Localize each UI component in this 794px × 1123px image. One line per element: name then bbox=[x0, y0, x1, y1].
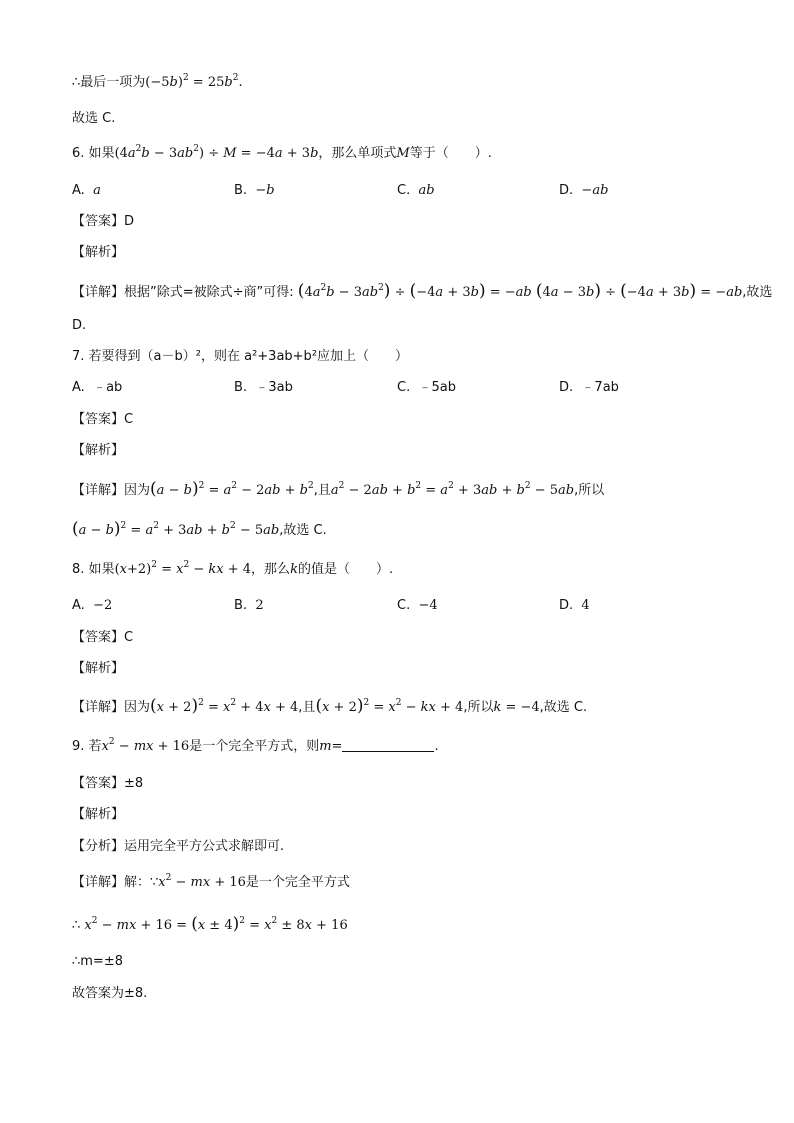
q9-stem: 9. 若$x^2$ − mx + 16是一个完全平方式，则m= . bbox=[72, 737, 439, 754]
q7-answer-value: C bbox=[124, 412, 134, 427]
q9-fenxi: 【分析】运用完全平方公式求解即可. bbox=[72, 839, 285, 854]
q7-answer: 【答案】C bbox=[72, 412, 134, 427]
q6-detail: 【详解】根据”除式=被除式÷商”可得: $(4a^2b - 3ab^2) \div (-4a + 3b) = -ab$ (4a − 3b) ÷ (−4a + 3b) = −ab,故选 bbox=[72, 281, 773, 301]
q6-option-d: D. −ab bbox=[559, 183, 609, 198]
q6-option-b: B. −b bbox=[234, 183, 275, 198]
q9-therefore: ∴ bbox=[72, 918, 81, 933]
q7-option-d: D. ﹣7ab bbox=[559, 380, 619, 395]
q8-detail-mid2: ,所以 bbox=[463, 700, 494, 715]
q8-stem-suffix: 的值是（ ）. bbox=[297, 562, 394, 577]
q7-number: 7. bbox=[72, 349, 85, 364]
q9-detail-suffix: 是一个完全平方式 bbox=[245, 875, 350, 890]
q9-answer: 【答案】±8 bbox=[72, 776, 144, 791]
q9-detail-prefix: 解：∵ bbox=[124, 875, 159, 890]
q6-option-a: A. a bbox=[72, 183, 101, 198]
q8-detail: 【详解】因为$(x + 2)^2 = x^2 + 4x + 4$,且$(x + 2)^2 = x^2$ − kx + 4,所以k = −4,故选 C. bbox=[72, 696, 588, 716]
q8-detail-prefix: 因为 bbox=[124, 700, 151, 715]
q9-conclusion: 故答案为±8. bbox=[72, 986, 148, 1001]
intro-line-1: ∴最后一项为$(-5b)^2 = 25b^2$. bbox=[72, 73, 243, 90]
q7-detail-mid1: ,且 bbox=[313, 483, 331, 498]
q9-number: 9. bbox=[72, 739, 85, 754]
q6-detail-suffix: ,故选 bbox=[742, 285, 773, 300]
q8-detail-mid1: ,且 bbox=[298, 700, 316, 715]
q8-stem: 8. 如果$(x+2)^2 = x^2$ − kx + 4，那么k的值是（ ）. bbox=[72, 560, 394, 577]
q9-stem-mid: 是一个完全平方式，则 bbox=[189, 739, 320, 754]
q7-detail-line-1: 【详解】因为$(a - b)^2 = a^2 - 2ab + b^2$,且$a^2 - 2ab + b^2 = a^2 + 3ab + b^2 - 5ab$,所以 bbox=[72, 479, 605, 499]
q7-detail-prefix: 因为 bbox=[124, 483, 151, 498]
q6-stem-mid: ，那么单项式 bbox=[318, 146, 397, 161]
intro-prefix: ∴最后一项为 bbox=[72, 75, 146, 90]
q7-option-b: B. ﹣3ab bbox=[234, 380, 293, 395]
q6-detail-tail: D. bbox=[72, 318, 87, 333]
q8-option-b: B. 2 bbox=[234, 598, 264, 613]
q6-option-c: C. ab bbox=[397, 183, 435, 198]
q6-number: 6. bbox=[72, 146, 85, 161]
q9-stem-prefix: 若 bbox=[88, 739, 102, 754]
q8-stem-prefix: 如果 bbox=[88, 562, 115, 577]
q8-answer-value: C bbox=[124, 630, 134, 645]
q7-detail-mid2: ,所以 bbox=[574, 483, 605, 498]
q6-detail-prefix: 根据”除式=被除式÷商”可得: bbox=[124, 285, 294, 300]
q6-stem: 6. 如果$(4a^2b - 3ab^2) \div M = -4a + 3b$，那么单项式M等于（ ）. bbox=[72, 144, 492, 161]
q8-detail-suffix: ,故选 C. bbox=[539, 700, 588, 715]
q8-analysis-label: 【解析】 bbox=[72, 661, 125, 676]
q7-stem bbox=[72, 348, 408, 366]
q6-stem-suffix: 等于（ ）. bbox=[409, 146, 492, 161]
q6-stem-prefix: 如果 bbox=[88, 146, 115, 161]
q9-detail: 【详解】解：$\because x^2$ − mx + 16是一个完全平方式 bbox=[72, 873, 350, 890]
q7-stem-text: 若要得到（a－b）²，则在 a²+3ab+b²应加上（ ） bbox=[88, 349, 409, 364]
q6-analysis-label: 【解析】 bbox=[72, 245, 125, 260]
q7-option-c: C. ﹣5ab bbox=[397, 380, 456, 395]
q7-analysis-label: 【解析】 bbox=[72, 443, 125, 458]
q7-option-a: A. ﹣ab bbox=[72, 380, 123, 395]
intro-choose: 故选 C. bbox=[72, 111, 116, 126]
q6-answer: 【答案】D bbox=[72, 214, 135, 229]
q6-answer-value: D bbox=[124, 214, 135, 229]
q8-number: 8. bbox=[72, 562, 85, 577]
q8-option-d: D. 4 bbox=[559, 598, 590, 613]
q9-m-result: ∴m=±8 bbox=[72, 954, 123, 969]
q9-stem-suffix: . bbox=[434, 739, 439, 754]
q8-answer: 【答案】C bbox=[72, 630, 134, 645]
q8-option-a: A. −2 bbox=[72, 598, 113, 613]
q8-option-c: C. −4 bbox=[397, 598, 438, 613]
q7-detail-line-2: $(a - b)^2 = a^2 + 3ab + b^2 - 5ab$,故选 C. bbox=[72, 519, 327, 539]
q8-stem-mid: ，那么 bbox=[251, 562, 291, 577]
q9-fenxi-text: 运用完全平方公式求解即可. bbox=[124, 839, 285, 854]
q9-therefore-line: ∴ $x^2$ − mx + $16 = (x \pm 4)^2 = x^2 \pm 8x + 16$ bbox=[72, 914, 348, 934]
q9-answer-value: ±8 bbox=[124, 776, 144, 791]
q9-analysis-label: 【解析】 bbox=[72, 807, 125, 822]
q7-detail-suffix: ,故选 C. bbox=[279, 523, 327, 538]
q9-blank[interactable] bbox=[342, 739, 434, 752]
q9-stem-var: m= bbox=[319, 739, 343, 754]
